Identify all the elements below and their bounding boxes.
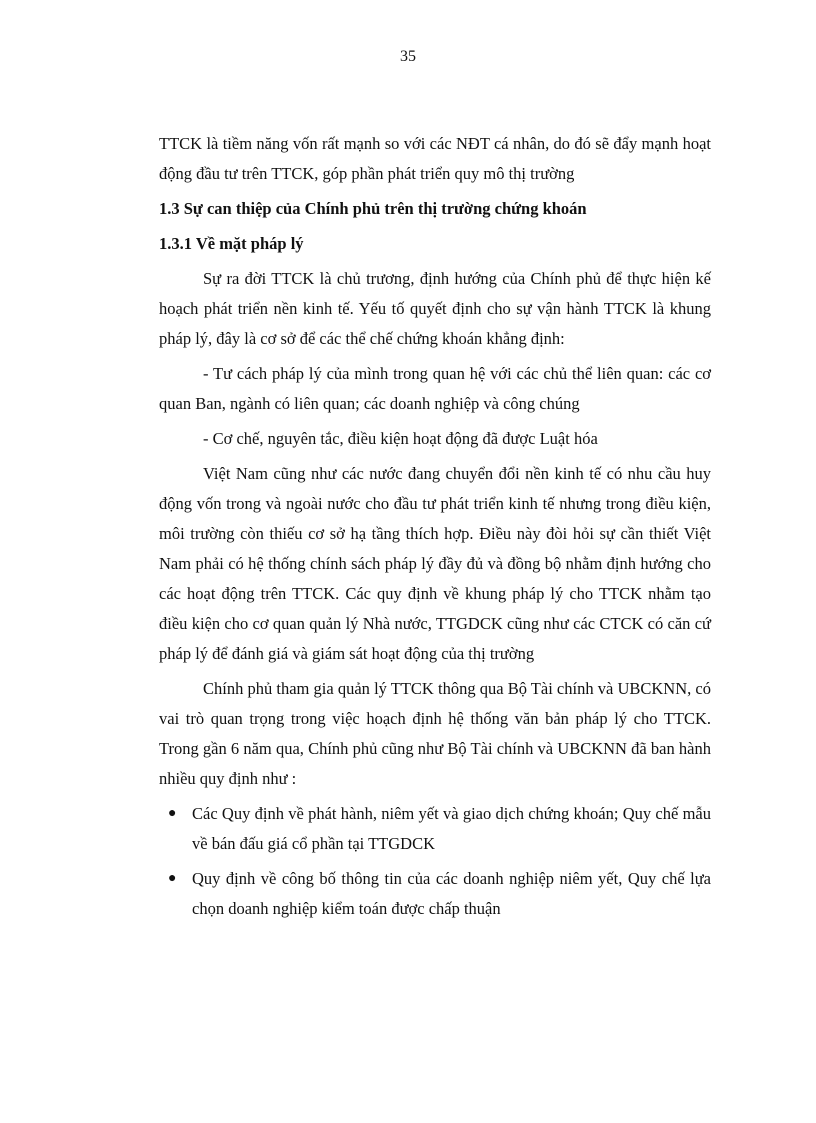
list-item [159, 799, 711, 859]
subsection-heading: 1.3.1 Về mặt pháp lý [159, 234, 304, 253]
section-heading: 1.3 Sự can thiệp của Chính phủ trên thị trường chứng khoán [159, 199, 587, 218]
paragraph-legal-framework: Sự ra đời TTCK là chủ trương, định hướng của Chính phủ để thực hiện kế hoạch phát triển nền kinh tế. Yếu tố quyết định cho sự vận hành TTCK là khung pháp lý, đây là cơ sở để các thể chế chứng khoán khẳng định: [159, 269, 711, 348]
document-body [159, 129, 711, 929]
list-item-text: Quy định về công bố thông tin của các doanh nghiệp niêm yết, Quy chế lựa chọn doanh nghiệp kiểm toán được chấp thuận [192, 869, 711, 918]
paragraph-government-role: Chính phủ tham gia quản lý TTCK thông qua Bộ Tài chính và UBCKNN, có vai trò quan trọng trong việc hoạch định hệ thống văn bản pháp lý cho TTCK. Trong gần 6 năm qua, Chính phủ cũng như Bộ Tài chính và UBCKNN đã ban hành nhiều quy định như : [159, 679, 711, 788]
paragraph-legal-status: - Tư cách pháp lý của mình trong quan hệ với các chủ thể liên quan: các cơ quan Ban, ngành có liên quan; các doanh nghiệp và công chúng [159, 364, 711, 413]
paragraph-intro: TTCK là tiềm năng vốn rất mạnh so với các NĐT cá nhân, do đó sẽ đẩy mạnh hoạt động đầu tư trên TTCK, góp phần phát triển quy mô thị trường [159, 134, 711, 183]
list-item [159, 864, 711, 924]
list-item-text: Các Quy định về phát hành, niêm yết và giao dịch chứng khoán; Quy chế mẫu về bán đấu giá cổ phần tại TTGDCK [192, 804, 711, 853]
paragraph-mechanism: - Cơ chế, nguyên tắc, điều kiện hoạt động đã được Luật hóa [203, 429, 598, 448]
paragraph-vietnam-context: Việt Nam cũng như các nước đang chuyển đổi nền kinh tế có nhu cầu huy động vốn trong và ngoài nước cho đầu tư phát triển kinh tế nhưng trong điều kiện, môi trường còn thiếu cơ sở hạ tầng thích hợp. Điều này đòi hỏi sự cần thiết Việt Nam phải có hệ thống chính sách pháp lý đầy đủ và đồng bộ nhằm định hướng cho các hoạt động trên TTCK. Các quy định về khung pháp lý cho TTCK nhằm tạo điều kiện cho cơ quan quản lý Nhà nước, TTGDCK cũng như các CTCK có căn cứ pháp lý để đánh giá và giám sát hoạt động của thị trường [159, 464, 711, 663]
page-number: 35 [400, 48, 416, 65]
bullet-icon: ● [168, 806, 177, 821]
regulation-list [159, 799, 711, 924]
bullet-icon: ● [168, 871, 177, 886]
